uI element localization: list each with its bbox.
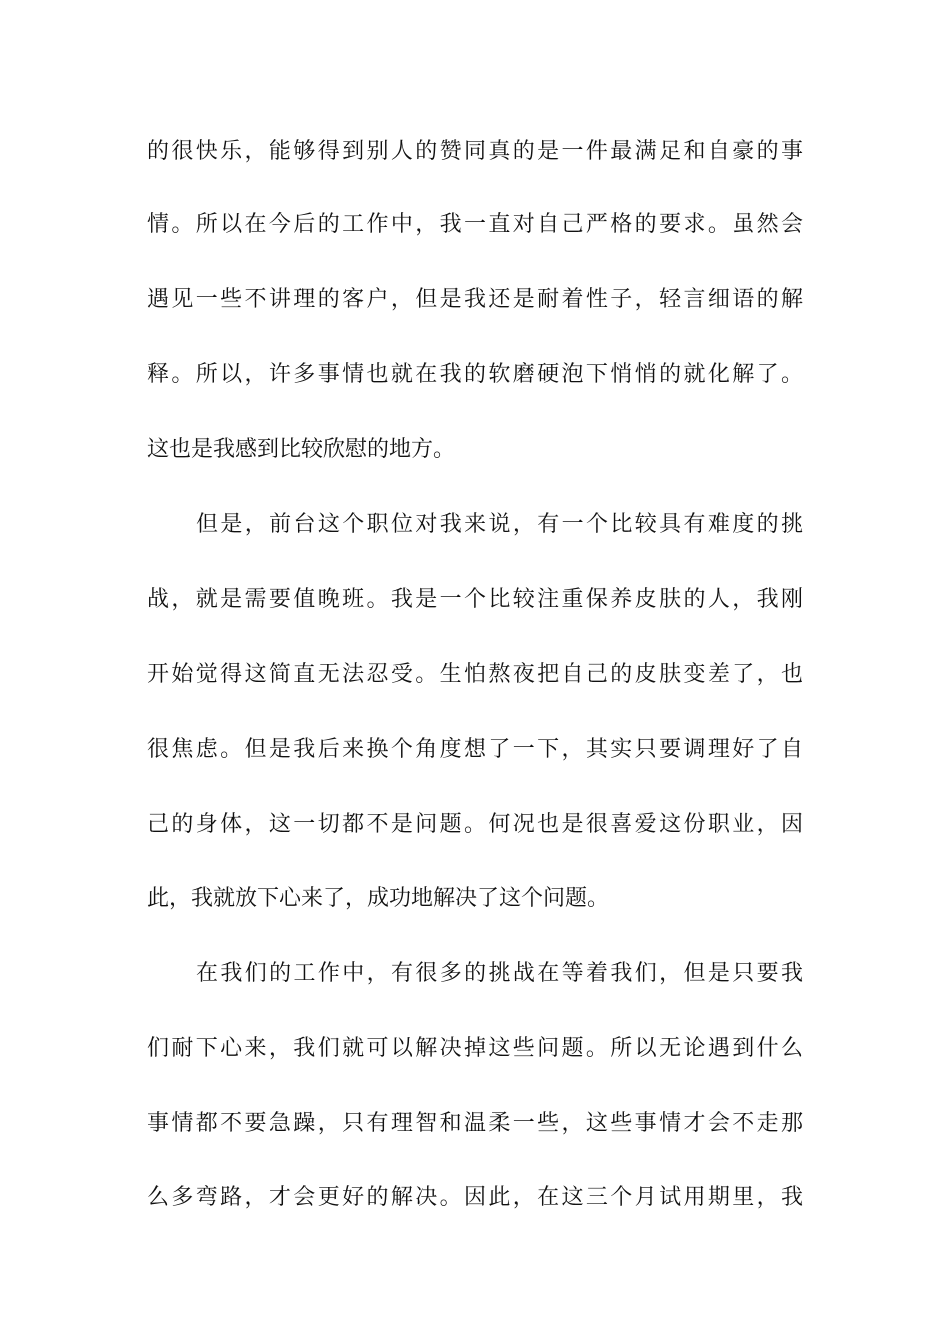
text-line: 事情都不要急躁，只有理智和温柔一些，这些事情才会不走那 [147,1111,803,1136]
paragraph-first-line: 但是，前台这个职位对我来说，有一个比较具有难度的挑 [196,512,803,537]
text-line: 释。所以，许多事情也就在我的软磨硬泡下悄悄的就化解了。 [147,362,803,387]
text-line: 战，就是需要值晚班。我是一个比较注重保养皮肤的人，我刚 [147,587,803,612]
text-line: 情。所以在今后的工作中，我一直对自己严格的要求。虽然会 [147,212,803,237]
text-line: 么多弯路，才会更好的解决。因此，在这三个月试用期里，我 [147,1185,803,1210]
text-line: 此，我就放下心来了，成功地解决了这个问题。 [147,886,610,911]
paragraph-first-line: 在我们的工作中，有很多的挑战在等着我们，但是只要我 [196,961,803,986]
text-line: 的很快乐，能够得到别人的赞同真的是一件最满足和自豪的事 [147,139,803,164]
text-line: 们耐下心来，我们就可以解决掉这些问题。所以无论遇到什么 [147,1036,803,1061]
text-line: 很焦虑。但是我后来换个角度想了一下，其实只要调理好了自 [147,737,803,762]
text-line: 开始觉得这简直无法忍受。生怕熬夜把自己的皮肤变差了，也 [147,662,803,687]
text-line: 己的身体，这一切都不是问题。何况也是很喜爱这份职业，因 [147,812,803,837]
text-line: 遇见一些不讲理的客户，但是我还是耐着性子，轻言细语的解 [147,287,803,312]
text-line: 这也是我感到比较欣慰的地方。 [147,437,456,462]
